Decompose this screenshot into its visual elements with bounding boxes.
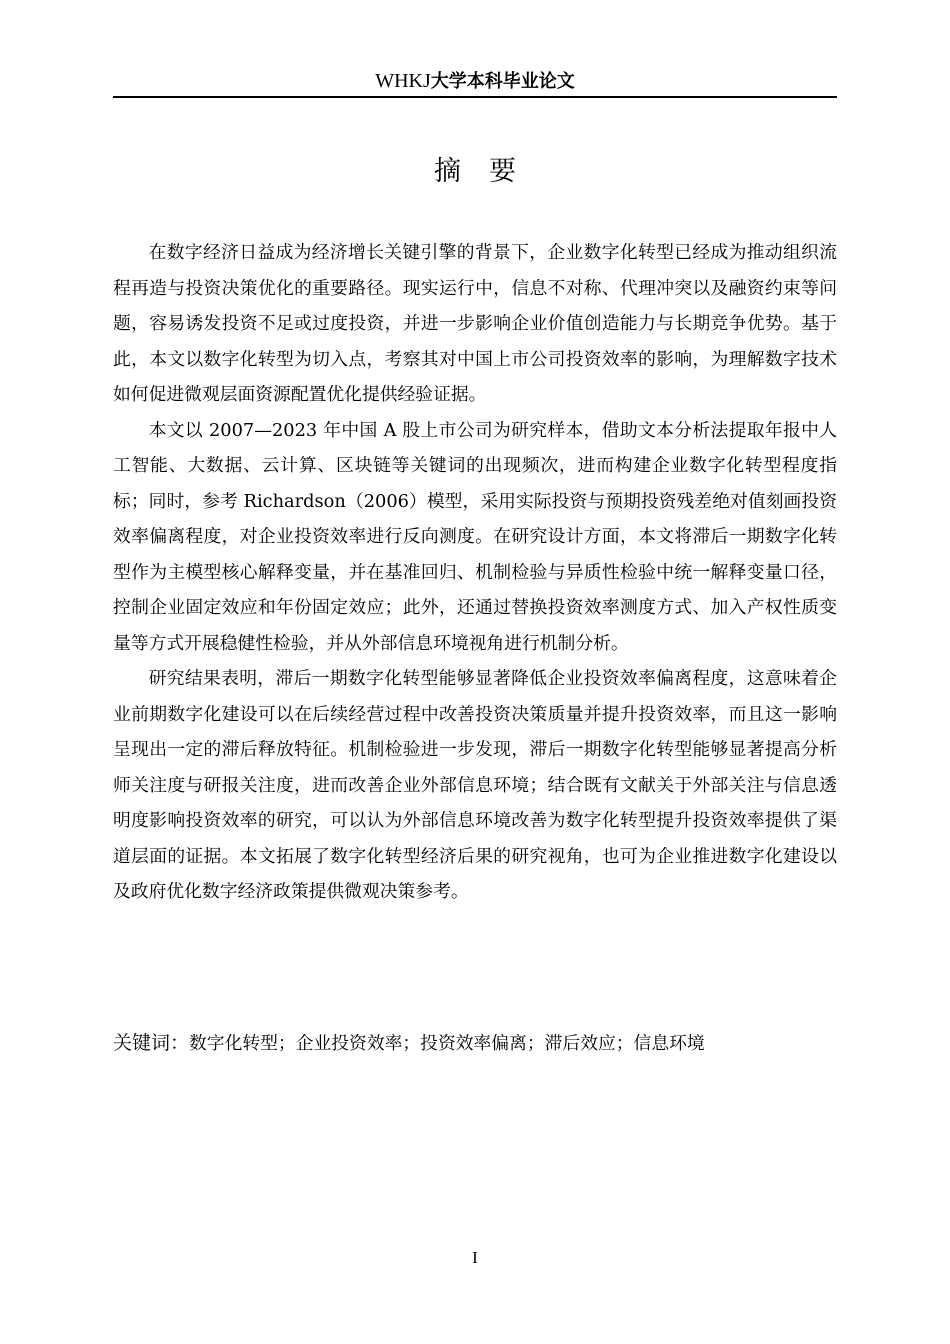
keywords-text: 数字化转型；企业投资效率；投资效率偏离；滞后效应；信息环境 <box>189 1033 705 1054</box>
abstract-paragraph-2: 本文以 2007—2023 年中国 A 股上市公司为研究样本，借助文本分析法提取年报中人工智能、大数据、云计算、区块链等关键词的出现频次，进而构建企业数字化转型程度指标；同时，参考 Richardson（2006）模型，采用实际投资与预期投资残差绝对值刻画投资效率偏离程度，对企业投资效率进行反向测度。在研究设计方面，本文将滞后一期数字化转型作为主模型核心解释变量，并在基准回归、机制检验与异质性检验中统一解释变量口径，控制企业固定效应和年份固定效应；此外，还通过替换投资效率测度方式、加入产权性质变量等方式开展稳健性检验，并从外部信息环境视角进行机制分析。 <box>113 419 837 654</box>
header-divider <box>113 96 837 98</box>
keywords-line <box>113 1026 837 1061</box>
abstract-paragraph-3: 研究结果表明，滞后一期数字化转型能够显著降低企业投资效率偏离程度，这意味着企业前期数字化建设可以在后续经营过程中改善投资决策质量并提升投资效率，而且这一影响呈现出一定的滞后释放特征。机制检验进一步发现，滞后一期数字化转型能够显著提高分析师关注度与研报关注度，进而改善企业外部信息环境；结合既有文献关于外部关注与信息透明度影响投资效率的研究，可以认为外部信息环境改善为数字化转型提升投资效率提供了渠道层面的证据。本文拓展了数字化转型经济后果的研究视角，也可为企业推进数字化建设以及政府优化数字经济政策提供微观决策参考。 <box>113 668 837 902</box>
abstract-title: 摘要 <box>434 156 544 187</box>
abstract-body <box>113 235 837 910</box>
page-number: I <box>472 1248 478 1267</box>
header-thesis-title: 大学本科毕业论文 <box>430 71 575 92</box>
header-school-abbr: WHKJ <box>375 70 431 92</box>
page-header <box>113 66 837 96</box>
abstract-paragraph-1: 在数字经济日益成为经济增长关键引擎的背景下，企业数字化转型已经成为推动组织流程再造与投资决策优化的重要路径。现实运行中，信息不对称、代理冲突以及融资约束等问题，容易诱发投资不足或过度投资，并进一步影响企业价值创造能力与长期竞争优势。基于此，本文以数字化转型为切入点，考察其对中国上市公司投资效率的影响，为理解数字技术如何促进微观层面资源配置优化提供经验证据。 <box>113 242 837 405</box>
keywords-label: 关键词： <box>113 1032 190 1054</box>
